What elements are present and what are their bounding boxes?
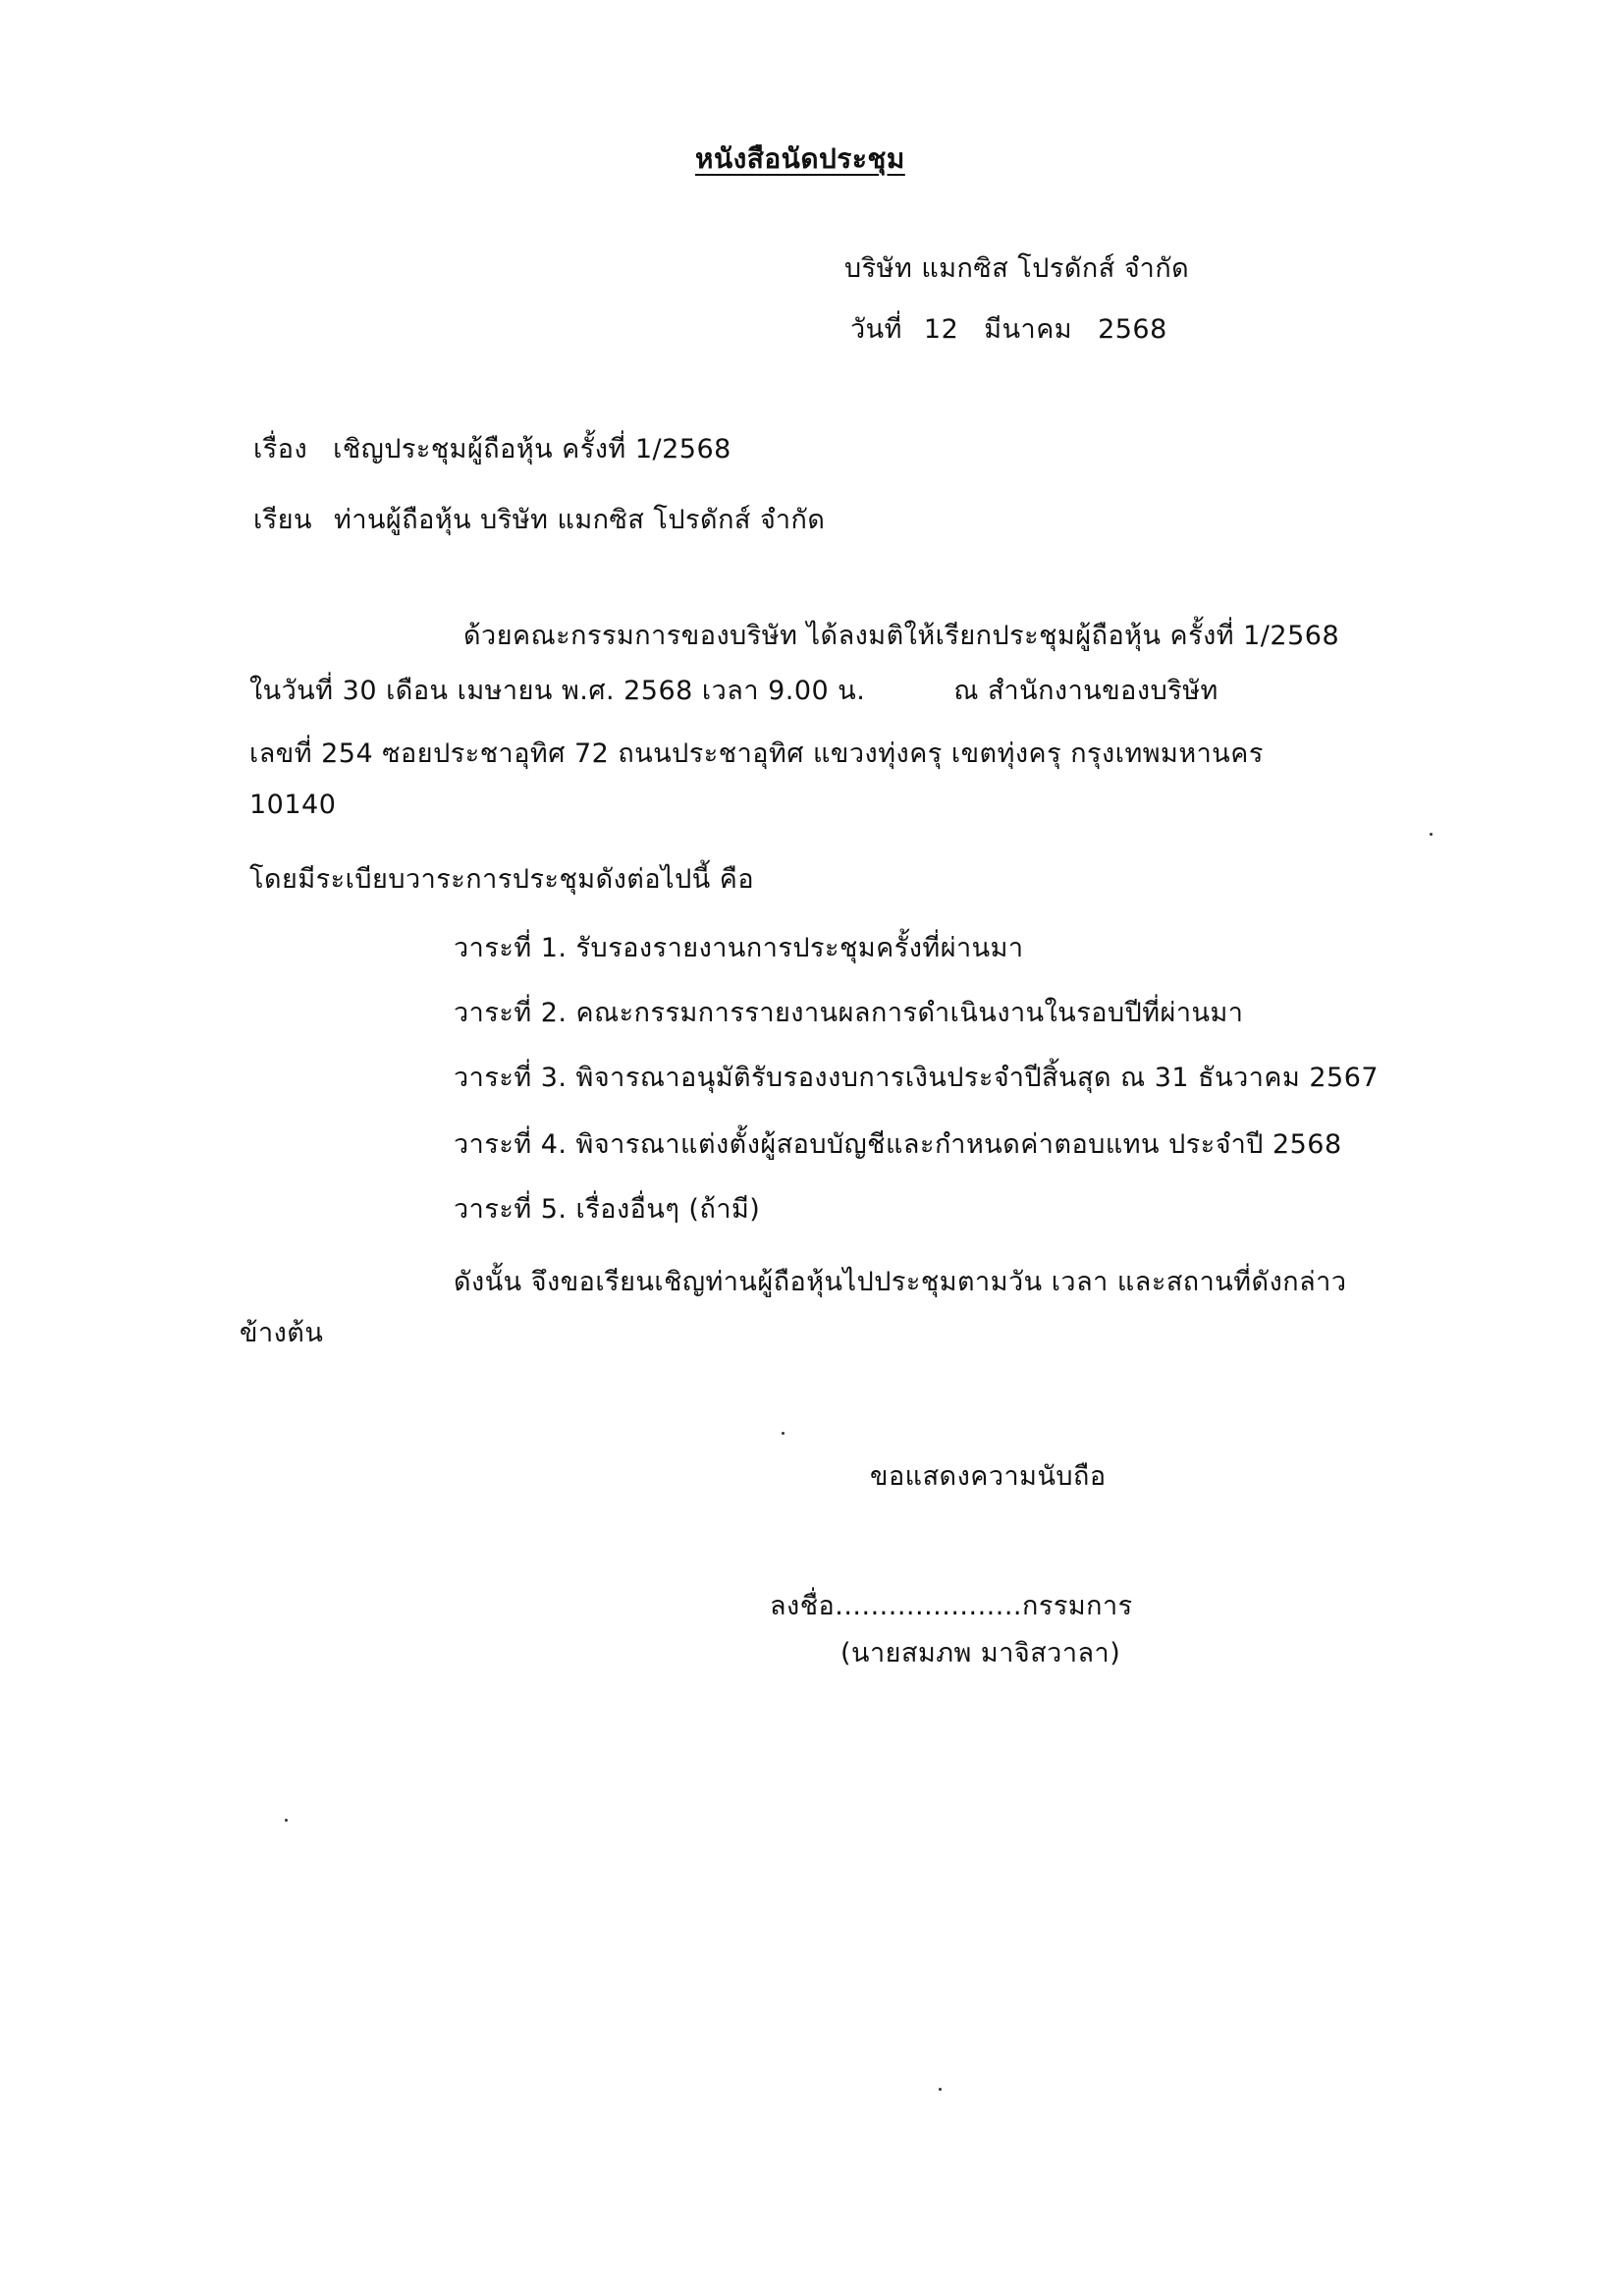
subject-line (253, 430, 731, 469)
signature-line: ลงชื่อ.....................กรรมการ (770, 1591, 1133, 1621)
recipient-line (253, 501, 825, 540)
scan-speck (1430, 833, 1433, 836)
body-line-2 (249, 672, 1218, 711)
recipient-label: เรียน (253, 505, 313, 535)
company-name: บริษัท แมกซิส โปรดักส์ จำกัด (844, 253, 1190, 284)
document-title: หนังสือนัดประชุม (695, 142, 905, 175)
scan-speck (939, 2088, 942, 2091)
closing-line-1: ดังนั้น จึงขอเรียนเชิญท่านผู้ถือหุ้นไปประชุมตามวัน เวลา และสถานที่ดังกล่าว (454, 1267, 1347, 1297)
letter-date (850, 310, 1167, 350)
body-line-4: 10140 (249, 790, 337, 820)
closing-line-2: ข้างต้น (240, 1318, 324, 1348)
date-label: วันที่ (850, 314, 902, 345)
subject-label: เรื่อง (253, 434, 308, 465)
date-month: มีนาคม (984, 314, 1073, 345)
regards-text: ขอแสดงความนับถือ (870, 1461, 1107, 1492)
signatory-name: (นายสมภพ มาจิสวาลา) (840, 1638, 1121, 1668)
scan-speck (285, 1819, 288, 1822)
meeting-datetime: ในวันที่ 30 เดือน เมษายน พ.ศ. 2568 เวลา 9.00 น. (249, 676, 866, 706)
agenda-item-2: วาระที่ 2. คณะกรรมการรายงานผลการดำเนินงานในรอบปีที่ผ่านมา (454, 998, 1244, 1028)
meeting-place: ณ สำนักงานของบริษัท (953, 676, 1218, 706)
body-line-3: เลขที่ 254 ซอยประชาอุทิศ 72 ถนนประชาอุทิศ แขวงทุ่งครุ เขตทุ่งครุ กรุงเทพมหานคร (249, 738, 1264, 769)
agenda-item-1: วาระที่ 1. รับรองรายงานการประชุมครั้งที่ผ่านมา (454, 933, 1024, 963)
date-year: 2568 (1098, 314, 1167, 345)
subject-text: เชิญประชุมผู้ถือหุ้น ครั้งที่ 1/2568 (333, 434, 731, 465)
agenda-intro: โดยมีระเบียบวาระการประชุมดังต่อไปนี้ คือ (249, 864, 755, 895)
recipient-text: ท่านผู้ถือหุ้น บริษัท แมกซิส โปรดักส์ จำกัด (334, 505, 826, 535)
agenda-item-5: วาระที่ 5. เรื่องอื่นๆ (ถ้ามี) (454, 1194, 761, 1225)
scan-speck (782, 1432, 785, 1435)
agenda-item-3: วาระที่ 3. พิจารณาอนุมัติรับรองงบการเงินประจำปีสิ้นสุด ณ 31 ธันวาคม 2567 (454, 1063, 1380, 1093)
agenda-item-4: วาระที่ 4. พิจารณาแต่งตั้งผู้สอบบัญชีและกำหนดค่าตอบแทน ประจำปี 2568 (454, 1129, 1342, 1160)
body-line-1: ด้วยคณะกรรมการของบริษัท ได้ลงมติให้เรียกประชุมผู้ถือหุ้น ครั้งที่ 1/2568 (463, 621, 1340, 651)
date-day: 12 (923, 314, 959, 345)
